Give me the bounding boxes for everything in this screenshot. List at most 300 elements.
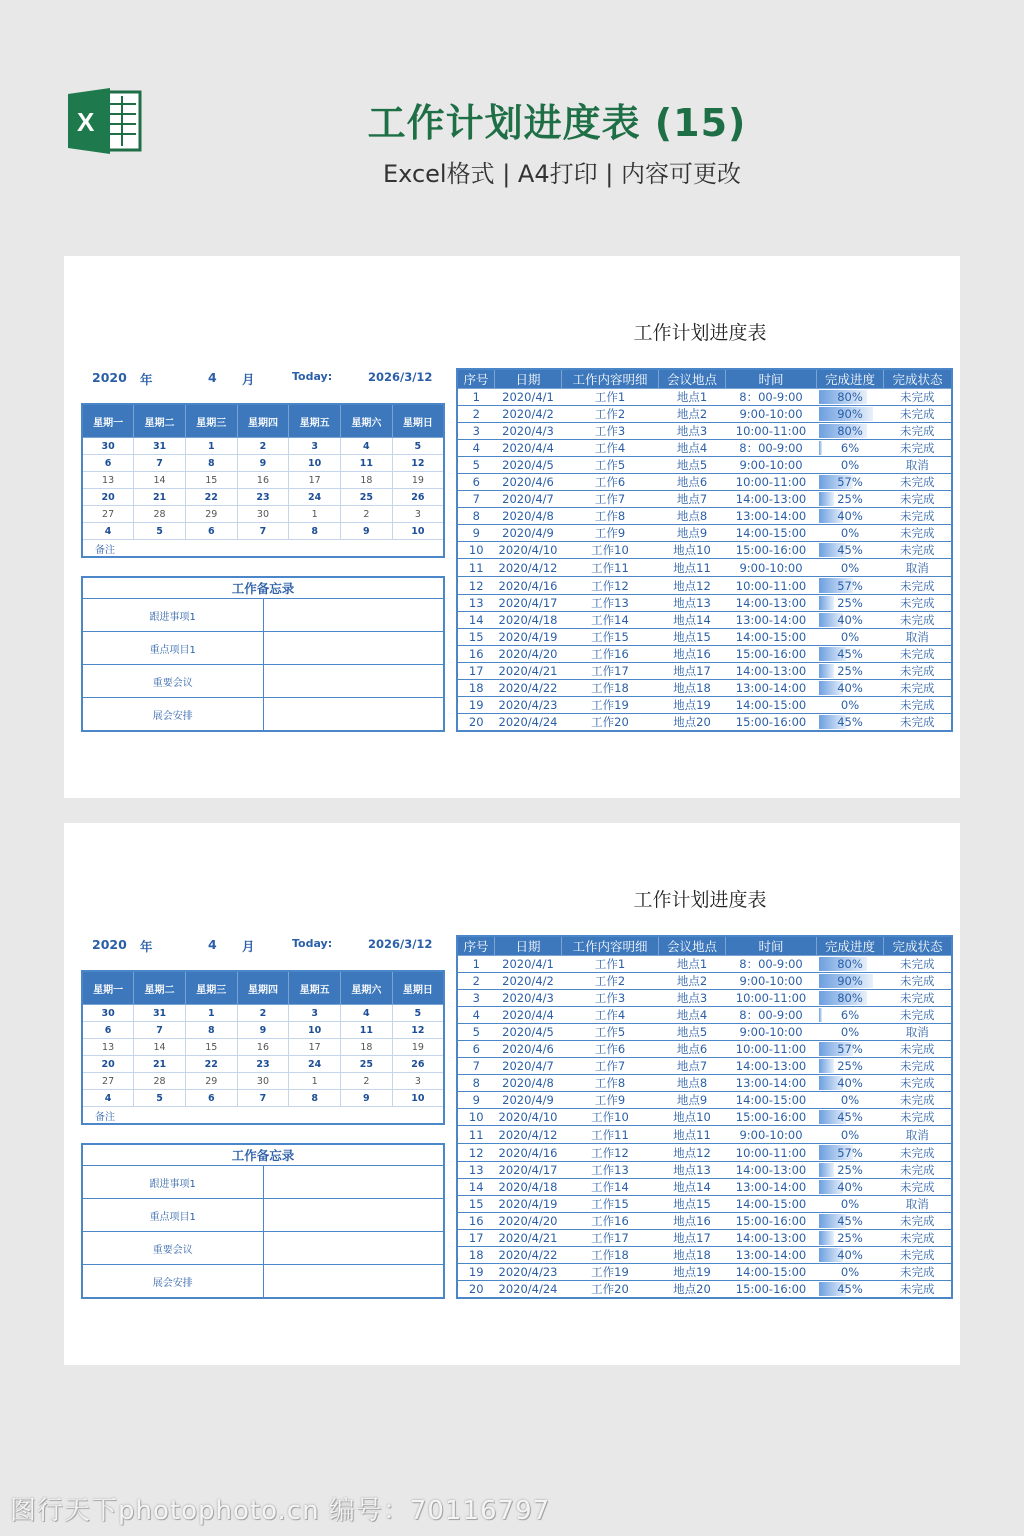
task-place-cell[interactable]: 地点8	[659, 1075, 726, 1092]
task-status-cell[interactable]: 未完成	[884, 1041, 953, 1058]
task-work-cell[interactable]: 工作10	[562, 542, 659, 559]
progress-cell[interactable]	[817, 1196, 884, 1213]
task-time-cell[interactable]: 9:00-10:00	[726, 457, 817, 474]
calendar-day[interactable]: 31	[134, 438, 186, 455]
task-status-cell[interactable]: 未完成	[884, 663, 953, 680]
calendar-day[interactable]: 8	[185, 1022, 237, 1039]
task-time-cell[interactable]: 15:00-16:00	[726, 714, 817, 732]
task-no-cell[interactable]: 1	[457, 956, 495, 973]
progress-cell[interactable]	[817, 714, 884, 732]
task-work-cell[interactable]: 工作19	[562, 697, 659, 714]
task-place-cell[interactable]: 地点5	[659, 1024, 726, 1041]
calendar-day[interactable]: 29	[185, 1073, 237, 1090]
task-work-cell[interactable]: 工作15	[562, 1196, 659, 1213]
calendar-day[interactable]: 11	[341, 455, 393, 472]
calendar-day[interactable]: 21	[134, 1056, 186, 1073]
task-place-cell[interactable]: 地点3	[659, 990, 726, 1007]
task-work-cell[interactable]: 工作18	[562, 680, 659, 697]
calendar-day[interactable]: 6	[185, 1090, 237, 1107]
task-status-cell[interactable]: 未完成	[884, 1281, 953, 1299]
task-date-cell[interactable]: 2020/4/6	[495, 474, 562, 491]
task-place-cell[interactable]: 地点18	[659, 680, 726, 697]
task-status-cell[interactable]: 未完成	[884, 612, 953, 629]
task-row[interactable]	[457, 1213, 952, 1230]
task-place-cell[interactable]: 地点4	[659, 440, 726, 457]
task-date-cell[interactable]: 2020/4/17	[495, 595, 562, 612]
calendar-day[interactable]: 10	[289, 455, 341, 472]
calendar-day[interactable]: 5	[392, 438, 444, 455]
task-no-cell[interactable]: 8	[457, 508, 495, 525]
memo-input-cell[interactable]	[263, 1166, 444, 1199]
task-time-cell[interactable]: 14:00-15:00	[726, 697, 817, 714]
memo-input-cell[interactable]	[263, 1232, 444, 1265]
task-status-cell[interactable]: 取消	[884, 1024, 953, 1041]
calendar-day[interactable]: 5	[392, 1005, 444, 1022]
calendar-day[interactable]: 23	[237, 1056, 289, 1073]
task-time-cell[interactable]: 8：00-9:00	[726, 389, 817, 406]
task-row[interactable]	[457, 491, 952, 508]
progress-cell[interactable]	[817, 406, 884, 423]
calendar-day[interactable]: 9	[237, 1022, 289, 1039]
calendar-day[interactable]: 2	[237, 438, 289, 455]
task-work-cell[interactable]: 工作6	[562, 474, 659, 491]
task-row[interactable]	[457, 1092, 952, 1109]
task-place-cell[interactable]: 地点13	[659, 595, 726, 612]
task-time-cell[interactable]: 13:00-14:00	[726, 612, 817, 629]
calendar-day[interactable]: 6	[82, 455, 134, 472]
task-status-cell[interactable]: 取消	[884, 1196, 953, 1213]
task-status-cell[interactable]: 未完成	[884, 990, 953, 1007]
progress-cell[interactable]	[817, 577, 884, 595]
task-place-cell[interactable]: 地点15	[659, 629, 726, 646]
task-no-cell[interactable]: 9	[457, 1092, 495, 1109]
task-status-cell[interactable]: 取消	[884, 457, 953, 474]
task-row[interactable]	[457, 423, 952, 440]
task-work-cell[interactable]: 工作3	[562, 423, 659, 440]
task-row[interactable]	[457, 1007, 952, 1024]
progress-cell[interactable]	[817, 697, 884, 714]
progress-cell[interactable]	[817, 491, 884, 508]
task-time-cell[interactable]: 14:00-15:00	[726, 629, 817, 646]
task-work-cell[interactable]: 工作17	[562, 663, 659, 680]
task-work-cell[interactable]: 工作4	[562, 1007, 659, 1024]
memo-input-cell[interactable]	[263, 1265, 444, 1299]
calendar-day[interactable]: 16	[237, 472, 289, 489]
task-date-cell[interactable]: 2020/4/16	[495, 577, 562, 595]
task-status-cell[interactable]: 未完成	[884, 1092, 953, 1109]
progress-cell[interactable]	[817, 1144, 884, 1162]
task-work-cell[interactable]: 工作13	[562, 595, 659, 612]
progress-cell[interactable]	[817, 1126, 884, 1144]
progress-cell[interactable]	[817, 457, 884, 474]
calendar-day[interactable]: 7	[134, 1022, 186, 1039]
task-no-cell[interactable]: 6	[457, 1041, 495, 1058]
task-status-cell[interactable]: 未完成	[884, 956, 953, 973]
task-status-cell[interactable]: 未完成	[884, 1230, 953, 1247]
task-date-cell[interactable]: 2020/4/9	[495, 525, 562, 542]
task-row[interactable]	[457, 1058, 952, 1075]
progress-cell[interactable]	[817, 990, 884, 1007]
task-date-cell[interactable]: 2020/4/24	[495, 1281, 562, 1299]
task-place-cell[interactable]: 地点11	[659, 1126, 726, 1144]
calendar-day[interactable]: 25	[341, 489, 393, 506]
task-no-cell[interactable]: 8	[457, 1075, 495, 1092]
task-work-cell[interactable]: 工作4	[562, 440, 659, 457]
task-date-cell[interactable]: 2020/4/12	[495, 559, 562, 577]
task-date-cell[interactable]: 2020/4/21	[495, 663, 562, 680]
task-row[interactable]	[457, 663, 952, 680]
calendar-day[interactable]: 18	[341, 472, 393, 489]
calendar-day[interactable]: 19	[392, 472, 444, 489]
calendar-day[interactable]: 15	[185, 1039, 237, 1056]
progress-cell[interactable]	[817, 440, 884, 457]
progress-cell[interactable]	[817, 1247, 884, 1264]
task-place-cell[interactable]: 地点10	[659, 1109, 726, 1126]
task-time-cell[interactable]: 14:00-15:00	[726, 1264, 817, 1281]
calendar-day[interactable]: 12	[392, 1022, 444, 1039]
calendar-day[interactable]: 18	[341, 1039, 393, 1056]
calendar-day[interactable]: 22	[185, 1056, 237, 1073]
task-row[interactable]	[457, 440, 952, 457]
task-time-cell[interactable]: 8：00-9:00	[726, 956, 817, 973]
progress-cell[interactable]	[817, 1041, 884, 1058]
task-time-cell[interactable]: 10:00-11:00	[726, 1144, 817, 1162]
calendar-day[interactable]: 30	[237, 506, 289, 523]
task-row[interactable]	[457, 1179, 952, 1196]
calendar-day[interactable]: 10	[289, 1022, 341, 1039]
task-work-cell[interactable]: 工作7	[562, 1058, 659, 1075]
task-work-cell[interactable]: 工作7	[562, 491, 659, 508]
calendar-day[interactable]: 30	[82, 1005, 134, 1022]
task-row[interactable]	[457, 1024, 952, 1041]
task-time-cell[interactable]: 14:00-15:00	[726, 525, 817, 542]
task-place-cell[interactable]: 地点19	[659, 697, 726, 714]
task-time-cell[interactable]: 14:00-15:00	[726, 1196, 817, 1213]
task-no-cell[interactable]: 13	[457, 1162, 495, 1179]
progress-cell[interactable]	[817, 973, 884, 990]
progress-cell[interactable]	[817, 1264, 884, 1281]
task-row[interactable]	[457, 542, 952, 559]
task-status-cell[interactable]: 未完成	[884, 1007, 953, 1024]
calendar-day[interactable]: 26	[392, 1056, 444, 1073]
task-row[interactable]	[457, 1041, 952, 1058]
task-time-cell[interactable]: 13:00-14:00	[726, 1075, 817, 1092]
calendar-day[interactable]: 28	[134, 506, 186, 523]
task-row[interactable]	[457, 697, 952, 714]
calendar-day[interactable]: 30	[82, 438, 134, 455]
task-row[interactable]	[457, 1196, 952, 1213]
task-place-cell[interactable]: 地点5	[659, 457, 726, 474]
task-row[interactable]	[457, 1109, 952, 1126]
task-status-cell[interactable]: 未完成	[884, 973, 953, 990]
task-date-cell[interactable]: 2020/4/10	[495, 542, 562, 559]
progress-cell[interactable]	[817, 1007, 884, 1024]
task-row[interactable]	[457, 1281, 952, 1299]
task-date-cell[interactable]: 2020/4/1	[495, 956, 562, 973]
task-work-cell[interactable]: 工作5	[562, 1024, 659, 1041]
calendar-day[interactable]: 25	[341, 1056, 393, 1073]
progress-cell[interactable]	[817, 1179, 884, 1196]
task-date-cell[interactable]: 2020/4/8	[495, 1075, 562, 1092]
progress-cell[interactable]	[817, 1024, 884, 1041]
calendar-day[interactable]: 27	[82, 506, 134, 523]
task-no-cell[interactable]: 20	[457, 1281, 495, 1299]
task-date-cell[interactable]: 2020/4/9	[495, 1092, 562, 1109]
task-status-cell[interactable]: 未完成	[884, 680, 953, 697]
task-date-cell[interactable]: 2020/4/19	[495, 629, 562, 646]
task-work-cell[interactable]: 工作15	[562, 629, 659, 646]
task-date-cell[interactable]: 2020/4/6	[495, 1041, 562, 1058]
task-no-cell[interactable]: 9	[457, 525, 495, 542]
progress-cell[interactable]	[817, 474, 884, 491]
task-no-cell[interactable]: 14	[457, 1179, 495, 1196]
task-place-cell[interactable]: 地点10	[659, 542, 726, 559]
task-row[interactable]	[457, 990, 952, 1007]
task-place-cell[interactable]: 地点6	[659, 1041, 726, 1058]
task-no-cell[interactable]: 19	[457, 1264, 495, 1281]
task-time-cell[interactable]: 14:00-13:00	[726, 595, 817, 612]
calendar-day[interactable]: 24	[289, 489, 341, 506]
task-time-cell[interactable]: 14:00-13:00	[726, 1162, 817, 1179]
task-work-cell[interactable]: 工作9	[562, 525, 659, 542]
task-date-cell[interactable]: 2020/4/12	[495, 1126, 562, 1144]
progress-cell[interactable]	[817, 1162, 884, 1179]
task-date-cell[interactable]: 2020/4/5	[495, 457, 562, 474]
task-no-cell[interactable]: 12	[457, 1144, 495, 1162]
task-status-cell[interactable]: 未完成	[884, 542, 953, 559]
calendar-day[interactable]: 13	[82, 1039, 134, 1056]
task-place-cell[interactable]: 地点15	[659, 1196, 726, 1213]
task-time-cell[interactable]: 10:00-11:00	[726, 577, 817, 595]
task-time-cell[interactable]: 10:00-11:00	[726, 990, 817, 1007]
task-row[interactable]	[457, 508, 952, 525]
task-work-cell[interactable]: 工作20	[562, 1281, 659, 1299]
task-place-cell[interactable]: 地点12	[659, 1144, 726, 1162]
task-date-cell[interactable]: 2020/4/2	[495, 406, 562, 423]
calendar-day[interactable]: 20	[82, 489, 134, 506]
task-date-cell[interactable]: 2020/4/3	[495, 423, 562, 440]
task-place-cell[interactable]: 地点8	[659, 508, 726, 525]
task-date-cell[interactable]: 2020/4/19	[495, 1196, 562, 1213]
task-status-cell[interactable]: 未完成	[884, 595, 953, 612]
task-date-cell[interactable]: 2020/4/1	[495, 389, 562, 406]
progress-cell[interactable]	[817, 559, 884, 577]
task-place-cell[interactable]: 地点16	[659, 646, 726, 663]
task-time-cell[interactable]: 9:00-10:00	[726, 1126, 817, 1144]
task-row[interactable]	[457, 629, 952, 646]
task-place-cell[interactable]: 地点19	[659, 1264, 726, 1281]
memo-input-cell[interactable]	[263, 1199, 444, 1232]
task-no-cell[interactable]: 2	[457, 406, 495, 423]
task-work-cell[interactable]: 工作18	[562, 1247, 659, 1264]
calendar-day[interactable]: 6	[185, 523, 237, 540]
task-work-cell[interactable]: 工作19	[562, 1264, 659, 1281]
task-no-cell[interactable]: 3	[457, 990, 495, 1007]
task-status-cell[interactable]: 未完成	[884, 525, 953, 542]
task-status-cell[interactable]: 未完成	[884, 389, 953, 406]
task-work-cell[interactable]: 工作8	[562, 508, 659, 525]
calendar-day[interactable]: 14	[134, 1039, 186, 1056]
calendar-day[interactable]: 2	[341, 1073, 393, 1090]
task-time-cell[interactable]: 9:00-10:00	[726, 1024, 817, 1041]
calendar-day[interactable]: 8	[289, 523, 341, 540]
task-date-cell[interactable]: 2020/4/20	[495, 1213, 562, 1230]
task-no-cell[interactable]: 10	[457, 542, 495, 559]
progress-cell[interactable]	[817, 423, 884, 440]
task-place-cell[interactable]: 地点14	[659, 612, 726, 629]
task-place-cell[interactable]: 地点6	[659, 474, 726, 491]
task-row[interactable]	[457, 457, 952, 474]
task-no-cell[interactable]: 13	[457, 595, 495, 612]
task-date-cell[interactable]: 2020/4/23	[495, 697, 562, 714]
calendar-day[interactable]: 10	[392, 523, 444, 540]
task-row[interactable]	[457, 680, 952, 697]
task-no-cell[interactable]: 15	[457, 629, 495, 646]
task-date-cell[interactable]: 2020/4/16	[495, 1144, 562, 1162]
task-place-cell[interactable]: 地点3	[659, 423, 726, 440]
task-place-cell[interactable]: 地点20	[659, 1281, 726, 1299]
task-no-cell[interactable]: 18	[457, 680, 495, 697]
memo-input-cell[interactable]	[263, 632, 444, 665]
task-row[interactable]	[457, 1247, 952, 1264]
task-date-cell[interactable]: 2020/4/2	[495, 973, 562, 990]
task-no-cell[interactable]: 11	[457, 1126, 495, 1144]
task-row[interactable]	[457, 474, 952, 491]
task-place-cell[interactable]: 地点17	[659, 663, 726, 680]
calendar-day[interactable]: 11	[341, 1022, 393, 1039]
task-time-cell[interactable]: 13:00-14:00	[726, 1179, 817, 1196]
task-work-cell[interactable]: 工作14	[562, 1179, 659, 1196]
task-status-cell[interactable]: 未完成	[884, 440, 953, 457]
task-status-cell[interactable]: 未完成	[884, 1144, 953, 1162]
task-time-cell[interactable]: 10:00-11:00	[726, 423, 817, 440]
progress-cell[interactable]	[817, 1058, 884, 1075]
task-time-cell[interactable]: 14:00-13:00	[726, 663, 817, 680]
task-status-cell[interactable]: 未完成	[884, 1058, 953, 1075]
task-row[interactable]	[457, 1264, 952, 1281]
calendar-day[interactable]: 3	[392, 506, 444, 523]
progress-cell[interactable]	[817, 1075, 884, 1092]
calendar-day[interactable]: 5	[134, 523, 186, 540]
task-row[interactable]	[457, 525, 952, 542]
task-place-cell[interactable]: 地点4	[659, 1007, 726, 1024]
task-status-cell[interactable]: 未完成	[884, 1213, 953, 1230]
task-status-cell[interactable]: 未完成	[884, 1075, 953, 1092]
task-no-cell[interactable]: 6	[457, 474, 495, 491]
task-no-cell[interactable]: 12	[457, 577, 495, 595]
calendar-day[interactable]: 3	[289, 438, 341, 455]
task-place-cell[interactable]: 地点1	[659, 389, 726, 406]
task-no-cell[interactable]: 11	[457, 559, 495, 577]
task-no-cell[interactable]: 4	[457, 1007, 495, 1024]
progress-cell[interactable]	[817, 1230, 884, 1247]
task-date-cell[interactable]: 2020/4/3	[495, 990, 562, 1007]
calendar-day[interactable]: 1	[185, 438, 237, 455]
calendar-day[interactable]: 6	[82, 1022, 134, 1039]
task-status-cell[interactable]: 未完成	[884, 714, 953, 732]
progress-cell[interactable]	[817, 956, 884, 973]
calendar-day[interactable]: 26	[392, 489, 444, 506]
task-work-cell[interactable]: 工作13	[562, 1162, 659, 1179]
task-no-cell[interactable]: 7	[457, 1058, 495, 1075]
calendar-day[interactable]: 28	[134, 1073, 186, 1090]
task-work-cell[interactable]: 工作9	[562, 1092, 659, 1109]
task-no-cell[interactable]: 15	[457, 1196, 495, 1213]
calendar-day[interactable]: 3	[289, 1005, 341, 1022]
task-date-cell[interactable]: 2020/4/22	[495, 1247, 562, 1264]
progress-cell[interactable]	[817, 542, 884, 559]
note-label[interactable]: 备注	[82, 540, 444, 558]
task-date-cell[interactable]: 2020/4/5	[495, 1024, 562, 1041]
task-work-cell[interactable]: 工作8	[562, 1075, 659, 1092]
task-time-cell[interactable]: 9:00-10:00	[726, 406, 817, 423]
task-date-cell[interactable]: 2020/4/17	[495, 1162, 562, 1179]
calendar-day[interactable]: 23	[237, 489, 289, 506]
task-row[interactable]	[457, 956, 952, 973]
task-place-cell[interactable]: 地点13	[659, 1162, 726, 1179]
task-row[interactable]	[457, 973, 952, 990]
progress-cell[interactable]	[817, 508, 884, 525]
progress-cell[interactable]	[817, 646, 884, 663]
calendar-day[interactable]: 9	[341, 523, 393, 540]
calendar-day[interactable]: 7	[237, 523, 289, 540]
task-time-cell[interactable]: 9:00-10:00	[726, 559, 817, 577]
task-status-cell[interactable]: 未完成	[884, 1109, 953, 1126]
task-time-cell[interactable]: 15:00-16:00	[726, 1213, 817, 1230]
calendar-day[interactable]: 2	[237, 1005, 289, 1022]
task-work-cell[interactable]: 工作1	[562, 956, 659, 973]
task-no-cell[interactable]: 17	[457, 1230, 495, 1247]
task-status-cell[interactable]: 未完成	[884, 1264, 953, 1281]
progress-cell[interactable]	[817, 612, 884, 629]
task-no-cell[interactable]: 1	[457, 389, 495, 406]
task-status-cell[interactable]: 未完成	[884, 1162, 953, 1179]
task-work-cell[interactable]: 工作3	[562, 990, 659, 1007]
task-time-cell[interactable]: 14:00-13:00	[726, 491, 817, 508]
progress-cell[interactable]	[817, 1092, 884, 1109]
task-date-cell[interactable]: 2020/4/21	[495, 1230, 562, 1247]
task-row[interactable]	[457, 595, 952, 612]
calendar-day[interactable]: 20	[82, 1056, 134, 1073]
task-status-cell[interactable]: 未完成	[884, 423, 953, 440]
progress-cell[interactable]	[817, 1281, 884, 1299]
task-no-cell[interactable]: 2	[457, 973, 495, 990]
calendar-day[interactable]: 12	[392, 455, 444, 472]
task-status-cell[interactable]: 未完成	[884, 1179, 953, 1196]
progress-cell[interactable]	[817, 525, 884, 542]
task-work-cell[interactable]: 工作16	[562, 646, 659, 663]
task-place-cell[interactable]: 地点20	[659, 714, 726, 732]
progress-cell[interactable]	[817, 595, 884, 612]
task-no-cell[interactable]: 7	[457, 491, 495, 508]
task-row[interactable]	[457, 1075, 952, 1092]
task-work-cell[interactable]: 工作2	[562, 406, 659, 423]
task-time-cell[interactable]: 13:00-14:00	[726, 1247, 817, 1264]
task-time-cell[interactable]: 15:00-16:00	[726, 1281, 817, 1299]
task-row[interactable]	[457, 559, 952, 577]
task-time-cell[interactable]: 10:00-11:00	[726, 474, 817, 491]
task-status-cell[interactable]: 未完成	[884, 697, 953, 714]
task-row[interactable]	[457, 612, 952, 629]
task-place-cell[interactable]: 地点11	[659, 559, 726, 577]
task-no-cell[interactable]: 20	[457, 714, 495, 732]
task-time-cell[interactable]: 15:00-16:00	[726, 542, 817, 559]
task-date-cell[interactable]: 2020/4/20	[495, 646, 562, 663]
memo-input-cell[interactable]	[263, 665, 444, 698]
memo-input-cell[interactable]	[263, 698, 444, 732]
task-row[interactable]	[457, 577, 952, 595]
task-status-cell[interactable]: 取消	[884, 1126, 953, 1144]
